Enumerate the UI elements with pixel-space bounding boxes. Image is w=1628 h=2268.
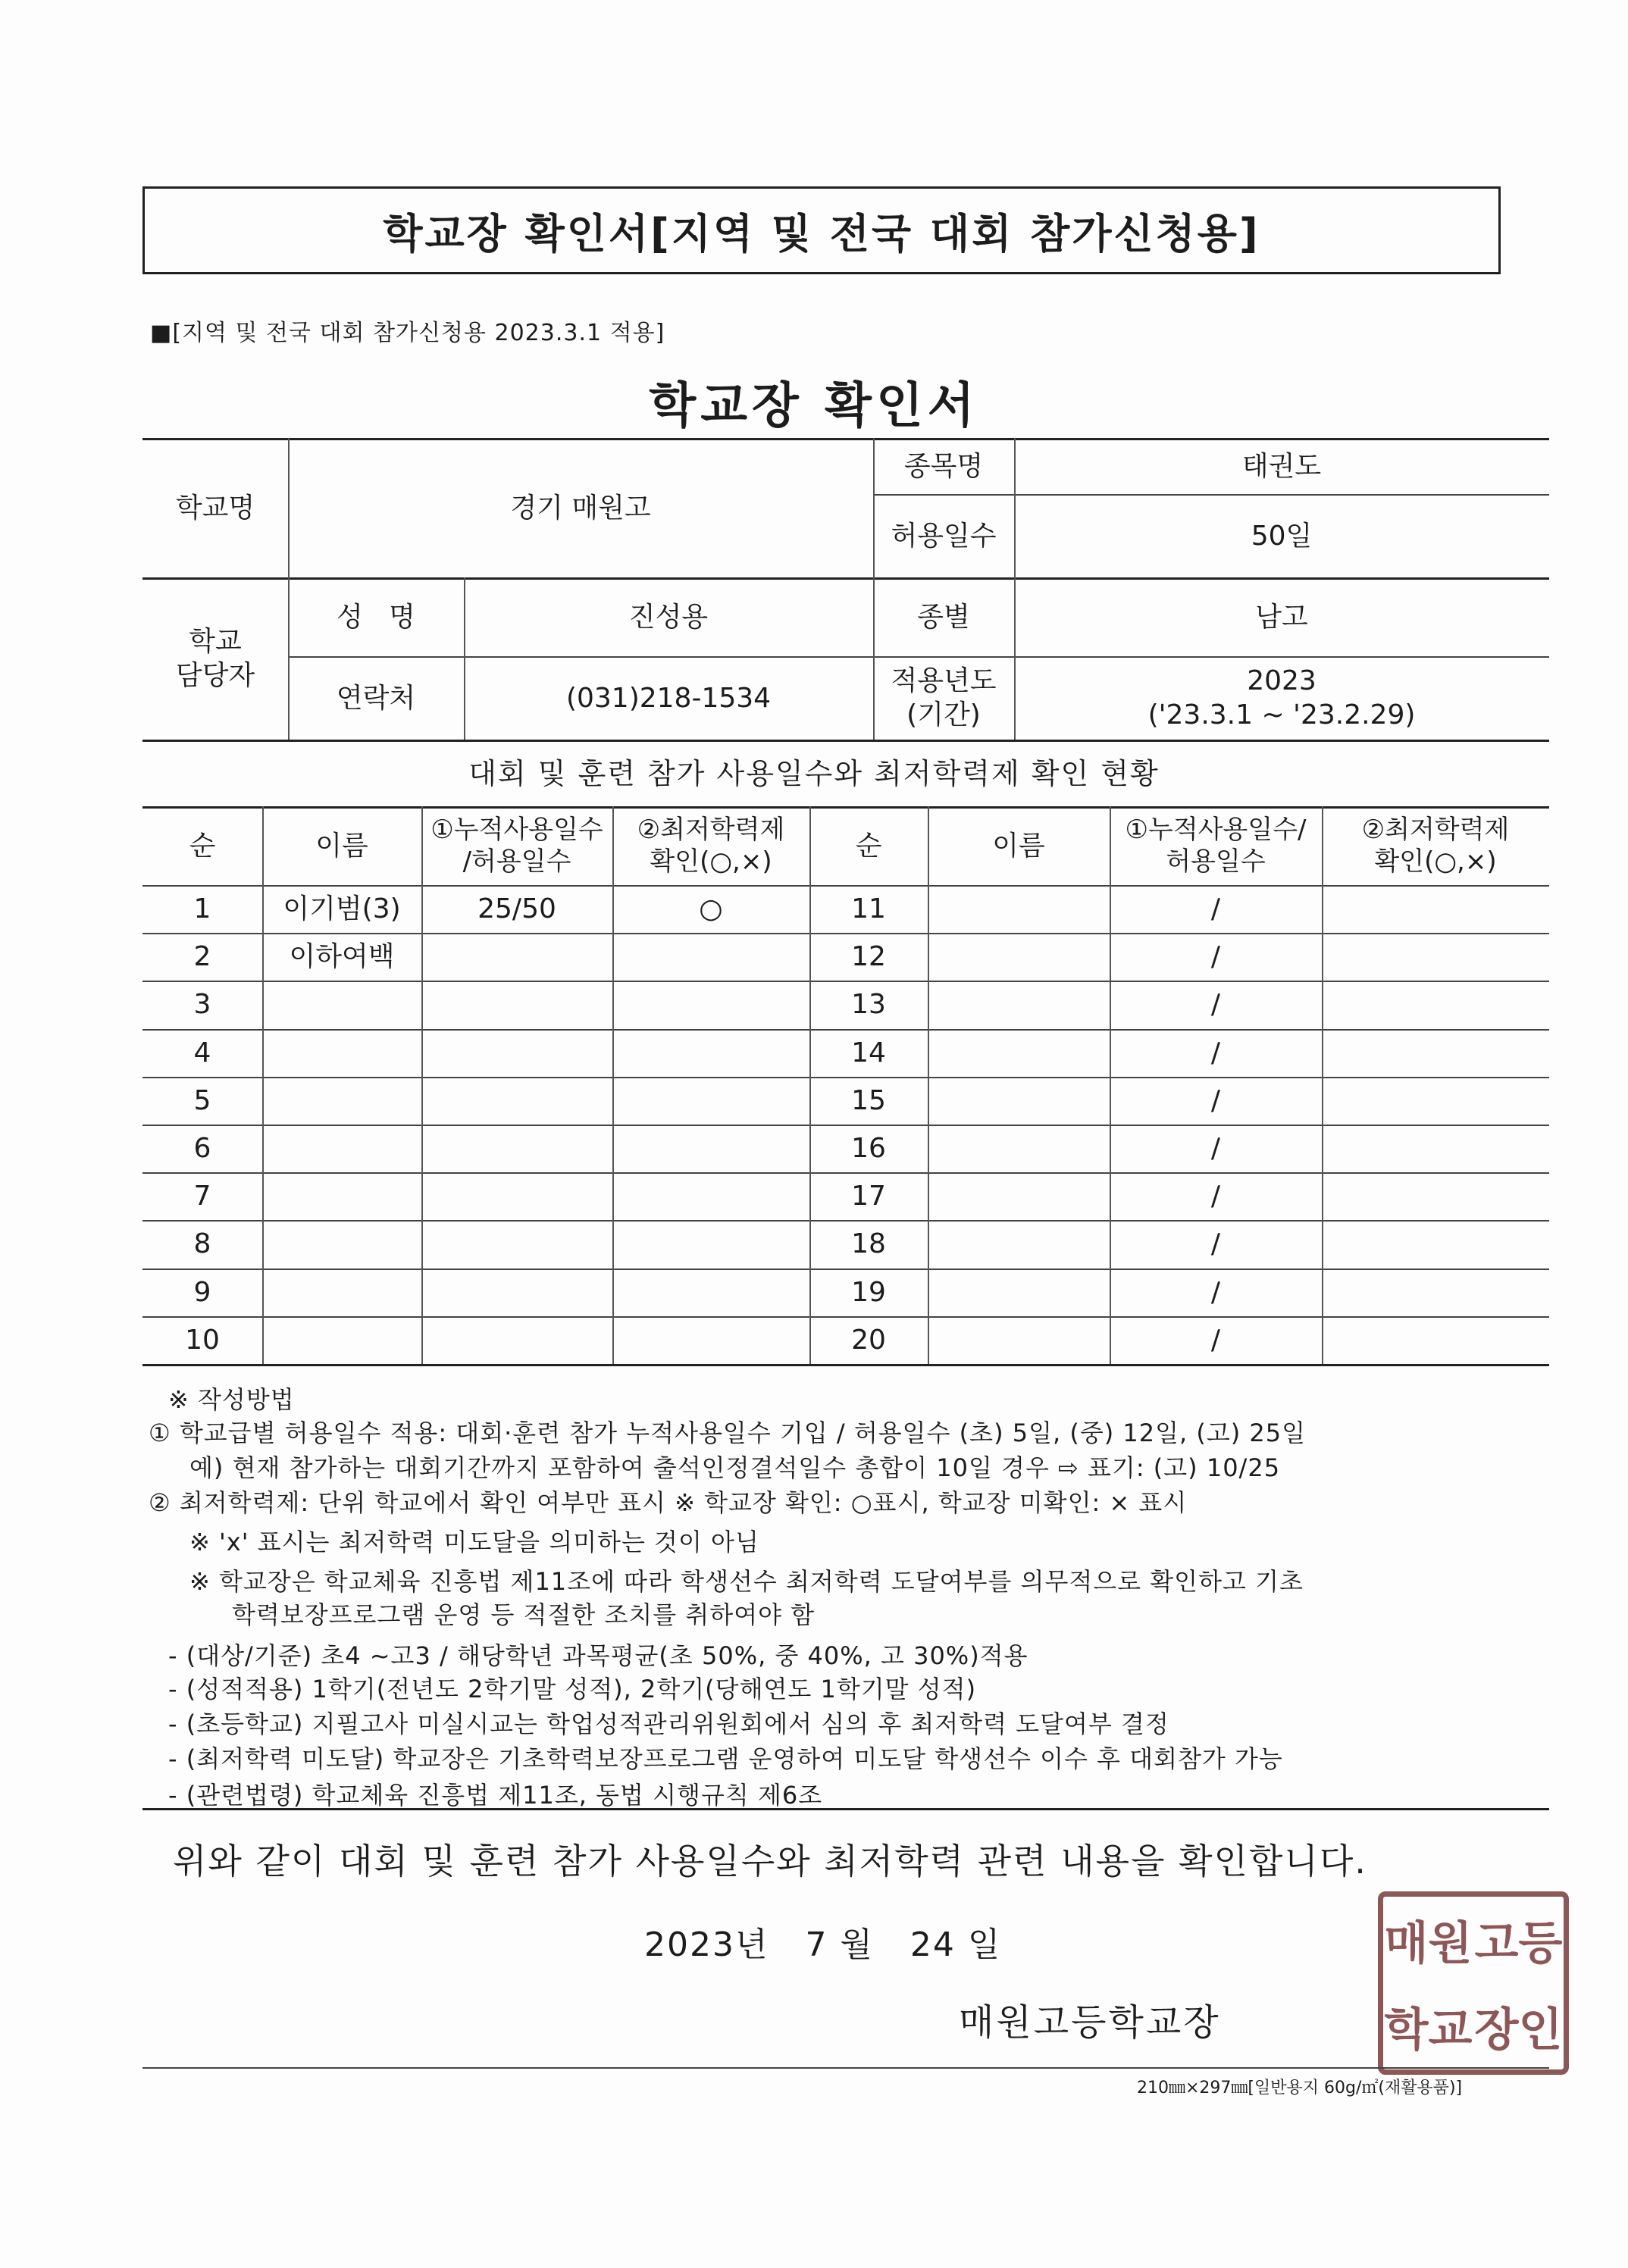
cell-name: 이기범(3) (283, 893, 401, 924)
cell-check (612, 933, 809, 981)
cell-name (928, 933, 1110, 981)
footer-line (142, 2067, 1549, 2069)
issue-date: 2023년 7 월 24 일 (644, 1925, 1002, 1964)
cell-name (928, 1029, 1110, 1077)
col-no-right: 순 (855, 830, 882, 862)
cell-no: 20 (851, 1325, 886, 1356)
cell-days (421, 1172, 612, 1220)
col-check-line2: 확인(○,×) (650, 846, 772, 877)
cell-days: / (1210, 989, 1221, 1020)
instruction-line: ※ 학교장은 학교체육 진흥법 제11조에 따라 학생선수 최저학력 도달여부를 의무적으로 확인하고 기초 (189, 1567, 1304, 1596)
instruction-line: ※ 작성방법 (168, 1385, 295, 1414)
cell-no: 17 (851, 1181, 886, 1212)
col-name-left: 이름 (315, 830, 368, 862)
cell-no: 2 (193, 941, 211, 972)
instructions-bottom-border (142, 1808, 1549, 1810)
cell-check: ○ (699, 893, 723, 924)
contact-value: (031)218-1534 (565, 682, 772, 714)
form-header-box (142, 186, 1501, 274)
type-value: 남고 (1255, 601, 1308, 633)
cell-check (1322, 981, 1549, 1028)
cell-check (1322, 1172, 1549, 1220)
cell-check (1322, 1316, 1549, 1364)
cell-days: / (1210, 1037, 1221, 1068)
type-label: 종별 (917, 601, 970, 633)
cell-name (262, 1077, 421, 1125)
cell-days: / (1210, 1228, 1221, 1259)
instruction-line: ② 최저학력제: 단위 학교에서 확인 여부만 표시 ※ 학교장 확인: ○표시, 학교장 미확인: × 표시 (149, 1488, 1188, 1517)
school-seal (1378, 1891, 1569, 2075)
instruction-line: ※ 'x' 표시는 최저학력 미도달을 의미하는 것이 아님 (189, 1528, 759, 1556)
seal-char: 고등 (1474, 1917, 1563, 1970)
cell-check (612, 1077, 809, 1125)
col-days-line1: ①누적사용일수 (430, 814, 603, 845)
contact-label: 연락처 (336, 682, 416, 714)
cell-check (612, 1269, 809, 1316)
cell-no: 6 (193, 1133, 211, 1164)
cell-days (421, 1125, 612, 1172)
days-value: 50일 (1251, 520, 1313, 552)
cell-days (421, 1269, 612, 1316)
cell-no: 15 (851, 1085, 886, 1116)
col-name-right: 이름 (992, 830, 1045, 862)
year-label-line2: (기간) (906, 699, 981, 730)
cell-check (1322, 1029, 1549, 1077)
cell-days (421, 1220, 612, 1268)
cell-check (1322, 1077, 1549, 1125)
name-value: 진성용 (628, 601, 709, 633)
cell-days (421, 1029, 612, 1077)
col-days-line2: /허용일수 (462, 846, 571, 877)
cell-days (421, 1316, 612, 1364)
col-check-line2: 확인(○,×) (1374, 846, 1497, 877)
col-days-left (421, 806, 612, 885)
principal-signature: 매원고등학교장 (959, 2001, 1221, 2044)
cell-days: / (1210, 941, 1221, 972)
cell-name (928, 1077, 1110, 1125)
cell-no: 10 (185, 1325, 220, 1356)
cell-name (262, 1269, 421, 1316)
year-label-line1: 적용년도 (891, 665, 997, 696)
cell-name (928, 885, 1110, 933)
col-no-left: 순 (189, 830, 216, 862)
cell-name (262, 1172, 421, 1220)
cell-no: 18 (851, 1228, 886, 1259)
cell-no: 13 (851, 989, 886, 1020)
confirmation-text: 위와 같이 대회 및 훈련 참가 사용일수와 최저학력 관련 내용을 확인합니다. (173, 1841, 1367, 1882)
cell-check (612, 1220, 809, 1268)
cell-name (262, 1316, 421, 1364)
school-value: 경기 매원고 (510, 492, 651, 524)
cell-no: 9 (193, 1277, 211, 1308)
col-check-line1: ②최저학력제 (1361, 814, 1510, 845)
year-label (873, 656, 1014, 740)
instruction-line: 학력보장프로그램 운영 등 적절한 조치를 취하여야 함 (232, 1600, 816, 1629)
cell-days: / (1210, 893, 1221, 924)
seal-char: 매원 (1384, 1917, 1473, 1970)
form-note: ■[지역 및 전국 대회 참가신청용 2023.3.1 적용] (150, 320, 665, 346)
cell-name (928, 1316, 1110, 1364)
cell-days (421, 933, 612, 981)
cell-check (1322, 1220, 1549, 1268)
status-title: 대회 및 훈련 참가 사용일수와 최저학력제 확인 현황 (468, 757, 1160, 790)
cell-check (612, 1029, 809, 1077)
cell-no: 7 (193, 1181, 211, 1212)
cell-days: / (1210, 1133, 1221, 1164)
instruction-line: - (관련법령) 학교체육 진흥법 제11조, 동법 시행규칙 제6조 (168, 1781, 823, 1810)
form-header-title: 학교장 확인서[지역 및 전국 대회 참가신청용] (383, 209, 1260, 258)
staff-label-line1: 학교 (189, 626, 242, 657)
document-title: 학교장 확인서 (649, 378, 979, 434)
sport-label: 종목명 (903, 450, 984, 482)
days-label: 허용일수 (891, 520, 997, 552)
cell-days: / (1210, 1277, 1221, 1308)
col-days-line1: ①누적사용일수/ (1125, 814, 1307, 845)
cell-no: 8 (193, 1228, 211, 1259)
col-check-left (612, 806, 809, 885)
cell-no: 14 (851, 1037, 886, 1068)
cell-name (262, 1125, 421, 1172)
instruction-line: - (대상/기준) 초4 ~고3 / 해당학년 과목평균(초 50%, 중 40%, 고 30%)적용 (168, 1641, 1028, 1670)
cell-name (928, 1125, 1110, 1172)
col-days-right (1110, 806, 1322, 885)
instruction-line: - (성적적용) 1학기(전년도 2학기말 성적), 2학기(당해연도 1학기말 성적) (168, 1675, 977, 1703)
cell-no: 5 (193, 1085, 211, 1116)
seal-char: 학교 (1384, 2004, 1473, 2057)
cell-check (612, 981, 809, 1028)
name-label: 성 명 (337, 601, 415, 633)
staff-label (142, 577, 288, 740)
cell-name (262, 1029, 421, 1077)
col-days-line2: 허용일수 (1166, 846, 1266, 877)
cell-days: / (1210, 1181, 1221, 1212)
cell-check (1322, 933, 1549, 981)
school-label: 학교명 (175, 492, 255, 524)
info-bottom-border (142, 740, 1549, 742)
cell-check (1322, 1269, 1549, 1316)
cell-days: / (1210, 1325, 1221, 1356)
cell-days: 25/50 (477, 893, 556, 924)
cell-name (262, 1220, 421, 1268)
cell-no: 19 (851, 1277, 886, 1308)
cell-name (928, 981, 1110, 1028)
cell-no: 11 (851, 893, 886, 924)
cell-days: / (1210, 1085, 1221, 1116)
cell-no: 1 (193, 893, 211, 924)
cell-check (1322, 1125, 1549, 1172)
cell-days (421, 1077, 612, 1125)
year-value-line1: 2023 (1247, 665, 1316, 696)
cell-name (262, 981, 421, 1028)
cell-name (928, 1269, 1110, 1316)
cell-check (1322, 885, 1549, 933)
instruction-line: - (최저학력 미도달) 학교장은 기초학력보장프로그램 운영하여 미도달 학생선수 이수 후 대회참가 가능 (168, 1744, 1283, 1773)
col-check-line1: ②최저학력제 (637, 814, 785, 845)
cell-name (928, 1172, 1110, 1220)
cell-days (421, 981, 612, 1028)
cell-no: 4 (193, 1037, 211, 1068)
status-bottom-border (142, 1364, 1549, 1366)
col-check-right (1322, 806, 1549, 885)
sport-value: 태권도 (1241, 450, 1322, 482)
paper-spec: 210㎜×297㎜[일반용지 60g/㎡(재활용품)] (1137, 2079, 1463, 2098)
instruction-line: 예) 현재 참가하는 대회기간까지 포함하여 출석인정결석일수 총합이 10일 경우 ⇨ 표기: (고) 10/25 (189, 1453, 1281, 1482)
cell-no: 16 (851, 1133, 886, 1164)
year-value-line2: ('23.3.1 ~ '23.2.29) (1147, 699, 1416, 730)
cell-name (928, 1220, 1110, 1268)
instruction-line: - (초등학교) 지필고사 미실시교는 학업성적관리위원회에서 심의 후 최저학력 도달여부 결정 (168, 1710, 1169, 1738)
instruction-line: ① 학교급별 허용일수 적용: 대회·훈련 참가 누적사용일수 기입 / 허용일수 (초) 5일, (중) 12일, (고) 25일 (149, 1419, 1307, 1447)
seal-char: 장인 (1474, 2004, 1563, 2057)
staff-label-line2: 담당자 (175, 660, 255, 691)
cell-name: 이하여백 (289, 941, 395, 972)
cell-no: 3 (193, 989, 211, 1020)
cell-check (612, 1172, 809, 1220)
cell-check (612, 1316, 809, 1364)
year-value (1014, 656, 1549, 740)
cell-check (612, 1125, 809, 1172)
cell-no: 12 (851, 941, 886, 972)
